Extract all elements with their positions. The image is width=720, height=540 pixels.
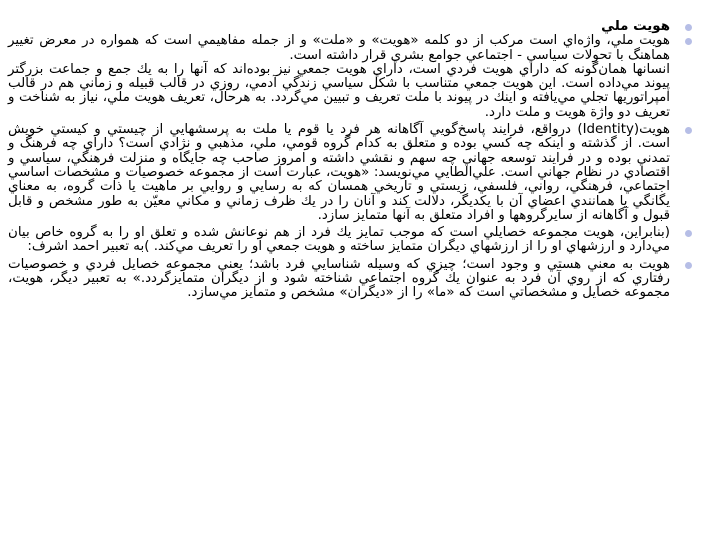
bullet-dot-icon bbox=[685, 38, 692, 45]
paragraph: انسانها همان‌گونه كه داراي هويت فردي است، داراي هويت جمعي نيز بوده‌اند كه آنها را به يك جمع و جماعت بزرگتر پيوند مي‌داده است. اين هويت جمعي متناسب با شكل سياسي زندگي آدمي، روزي در قالب قبيله و زماني هم در قالب امپراتوريها تجلي مي‌يافته و اينك در پيوند با ملت تعريف و تبيين مي‌گردد. به هرحال، تعريف هويت ملي، نياز به شناخت و تعريف دو واژة هويت و ملت دارد. bbox=[8, 61, 670, 120]
bullet-item-identity-summary bbox=[8, 226, 684, 255]
paragraph: هويت(Identity) درواقع، فرايند پاسخ‌گويي آگاهانه هر فرد يا قوم يا ملت به پرسشهايي از چيستي و كيستي خويش است. از گذشته و اينكه چه كسي بوده و متعلق به كدام گروه قومي، ملي، مذهبي و نژادي است؟ داراي چه فرهنگ و تمدني بوده و در فرايند توسعه جهاني چه سهم و نقشي داشته و امروز صاحب چه جايگاه و منزلت فرهنگي، سياسي و اقتصادي در نظام جهاني است. علي‌الطايي مي‌نويسد: «هويت، عبارت است از مجموعه خصوصيات و مشخصات اساسي اجتماعي، فرهنگي، رواني، فلسفي، زيستي و تاريخي همسان كه به رسايي و روايي بر ماهيت يا ذات گروه، به معناي يگانگي يا همانندي اعضاي آن با يكديگر، دلالت كند و آنان را در يك ظرف زماني و مكاني معيّن به طور مشخص و قابل قبول و آگاهانه از سايرگروهها و افراد متعلق به آنها متمايز سازد. bbox=[8, 122, 670, 223]
bullet-item-national-identity bbox=[8, 34, 684, 120]
bullet-dot-icon bbox=[685, 127, 692, 134]
bullet-dot-icon bbox=[685, 24, 692, 31]
slide-content bbox=[8, 20, 684, 304]
paragraph: (بنابراين، هويت مجموعه خصايلي است كه موجب تمايز يك فرد از هم نوعانش شده و تعلق او را به گروه خاص بيان مي‌دارد و ارزشهاي او را از ارزشهاي ديگران متمايز ساخته و هويت جمعي او را تعريف مي‌كند. )به تعبير احمد اشرف: bbox=[8, 225, 670, 255]
bullet-item-identity-existence bbox=[8, 258, 684, 301]
bullet-dot-icon bbox=[685, 262, 692, 269]
paragraph: هويت ملي، واژه‌اي است مركب از دو كلمه «هويت» و «ملت» و از جمله مفاهيمي است كه همواره در معرض تغيير هماهنگ با تحولات سياسي - اجتماعي جوامع بشري قرار داشته است. bbox=[8, 33, 670, 63]
bullet-item-identity-definition bbox=[8, 123, 684, 223]
slide-title: هويت ملي bbox=[601, 19, 670, 34]
paragraph: هويت به معني هستي و وجود است؛ چيزي كه وسيله شناسايي فرد باشد؛ يعني مجموعه خصايل فردي و خصوصيات رفتاري كه از روي آن فرد به عنوان يك گروه اجتماعي شناخته شود و از ديگران متمايزگردد.» به تعبير ديگر، هويت، مجموعه خصايل و مشخصاتي است كه «ما» را از «ديگران» مشخص و متمايز مي‌سازد. bbox=[8, 256, 670, 301]
bullet-dot-icon bbox=[685, 230, 692, 237]
bullet-item-title bbox=[8, 20, 684, 34]
